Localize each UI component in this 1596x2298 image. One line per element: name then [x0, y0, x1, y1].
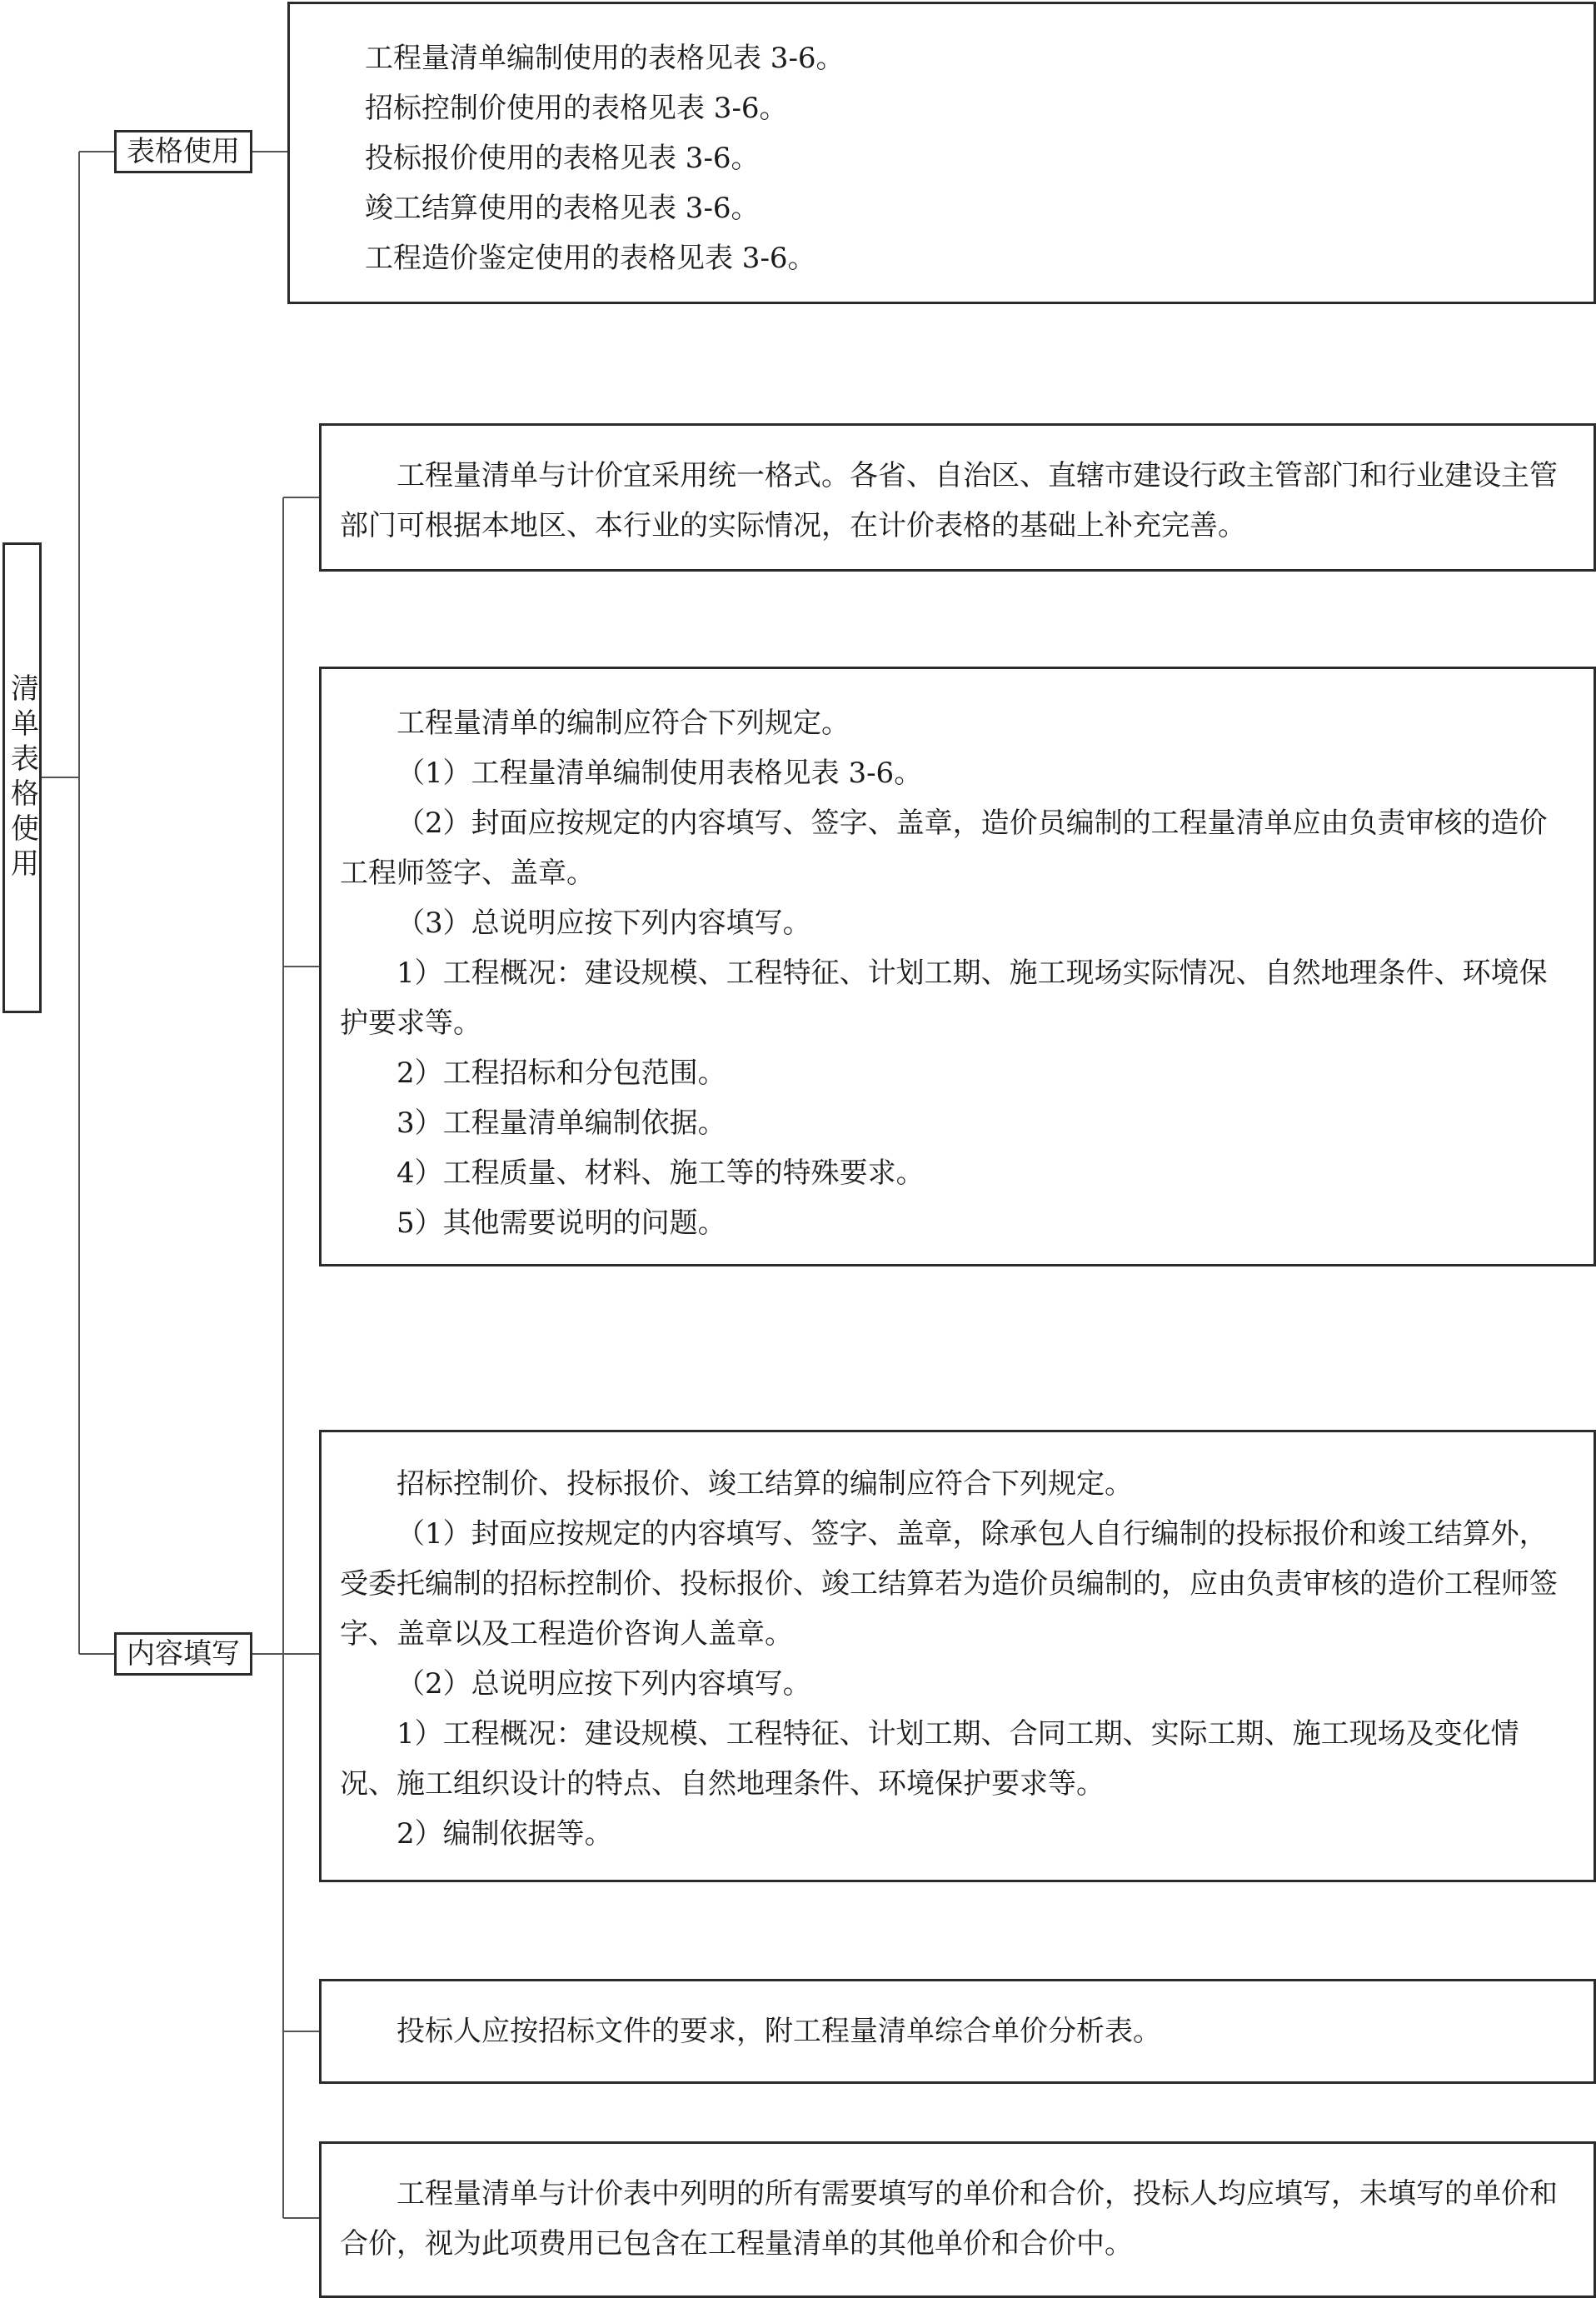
paragraph: （2）总说明应按下列内容填写。 [397, 1667, 811, 1701]
paragraph: （2）封面应按规定的内容填写、签字、盖章，造价员编制的工程量清单应由负责审核的造价工程师签字、盖章。 [340, 807, 1548, 890]
table-usage-list [365, 33, 845, 283]
unit-price-fill-box [319, 2141, 1596, 2298]
branch-label: 内容填写 [127, 1637, 240, 1671]
box-text [340, 698, 1573, 1248]
table-usage-box [287, 2, 1596, 304]
paragraph: （3）总说明应按下列内容填写。 [397, 907, 811, 940]
paragraph: 投标人应按招标文件的要求，附工程量清单综合单价分析表。 [397, 2015, 1161, 2048]
unified-format-box [319, 423, 1596, 572]
root-node [2, 542, 42, 1013]
paragraph: 2）编制依据等。 [397, 1817, 613, 1851]
box-text [340, 451, 1573, 551]
list-item: 工程造价鉴定使用的表格见表 3-6。 [365, 242, 816, 275]
root-label: 清单表格使用 [5, 672, 39, 883]
paragraph: 4）工程质量、材料、施工等的特殊要求。 [397, 1156, 925, 1190]
branch-table-usage [114, 130, 252, 173]
paragraph: 工程量清单与计价表中列明的所有需要填写的单价和合价，投标人均应填写，未填写的单价和合价，视为此项费用已包含在工程量清单的其他单价和合价中。 [340, 2177, 1558, 2261]
branch-content-filling [114, 1632, 252, 1676]
bill-preparation-box [319, 667, 1596, 1266]
box-text [340, 1459, 1573, 1859]
box-text [340, 2169, 1573, 2269]
paragraph: 2）工程招标和分包范围。 [397, 1057, 726, 1090]
list-item: 招标控制价使用的表格见表 3-6。 [365, 92, 788, 125]
paragraph: 1）工程概况：建设规模、工程特征、计划工期、合同工期、实际工期、施工现场及变化情况、施工组织设计的特点、自然地理条件、环境保护要求等。 [340, 1717, 1519, 1801]
paragraph: 工程量清单的编制应符合下列规定。 [397, 707, 850, 740]
paragraph: （1）工程量清单编制使用表格见表 3-6。 [397, 757, 923, 790]
box-text [340, 2006, 1573, 2056]
list-item: 竣工结算使用的表格见表 3-6。 [365, 192, 760, 225]
paragraph: 1）工程概况：建设规模、工程特征、计划工期、施工现场实际情况、自然地理条件、环境保护要求等。 [340, 957, 1548, 1040]
paragraph: 工程量清单与计价宜采用统一格式。各省、自治区、直辖市建设行政主管部门和行业建设主管部门可根据本地区、本行业的实际情况，在计价表格的基础上补充完善。 [340, 459, 1558, 542]
branch-label: 表格使用 [127, 135, 240, 168]
unit-price-analysis-box [319, 1979, 1596, 2084]
paragraph: （1）封面应按规定的内容填写、签字、盖章，除承包人自行编制的投标报价和竣工结算外，受委托编制的招标控制价、投标报价、竣工结算若为造价员编制的，应由负责审核的造价工程师签字、盖章以及工程造价咨询人盖章。 [340, 1517, 1558, 1651]
paragraph: 3）工程量清单编制依据。 [397, 1107, 726, 1140]
list-item: 投标报价使用的表格见表 3-6。 [365, 142, 760, 175]
paragraph: 5）其他需要说明的问题。 [397, 1206, 726, 1240]
list-item: 工程量清单编制使用的表格见表 3-6。 [365, 42, 845, 75]
price-preparation-box [319, 1430, 1596, 1882]
paragraph: 招标控制价、投标报价、竣工结算的编制应符合下列规定。 [397, 1467, 1133, 1501]
